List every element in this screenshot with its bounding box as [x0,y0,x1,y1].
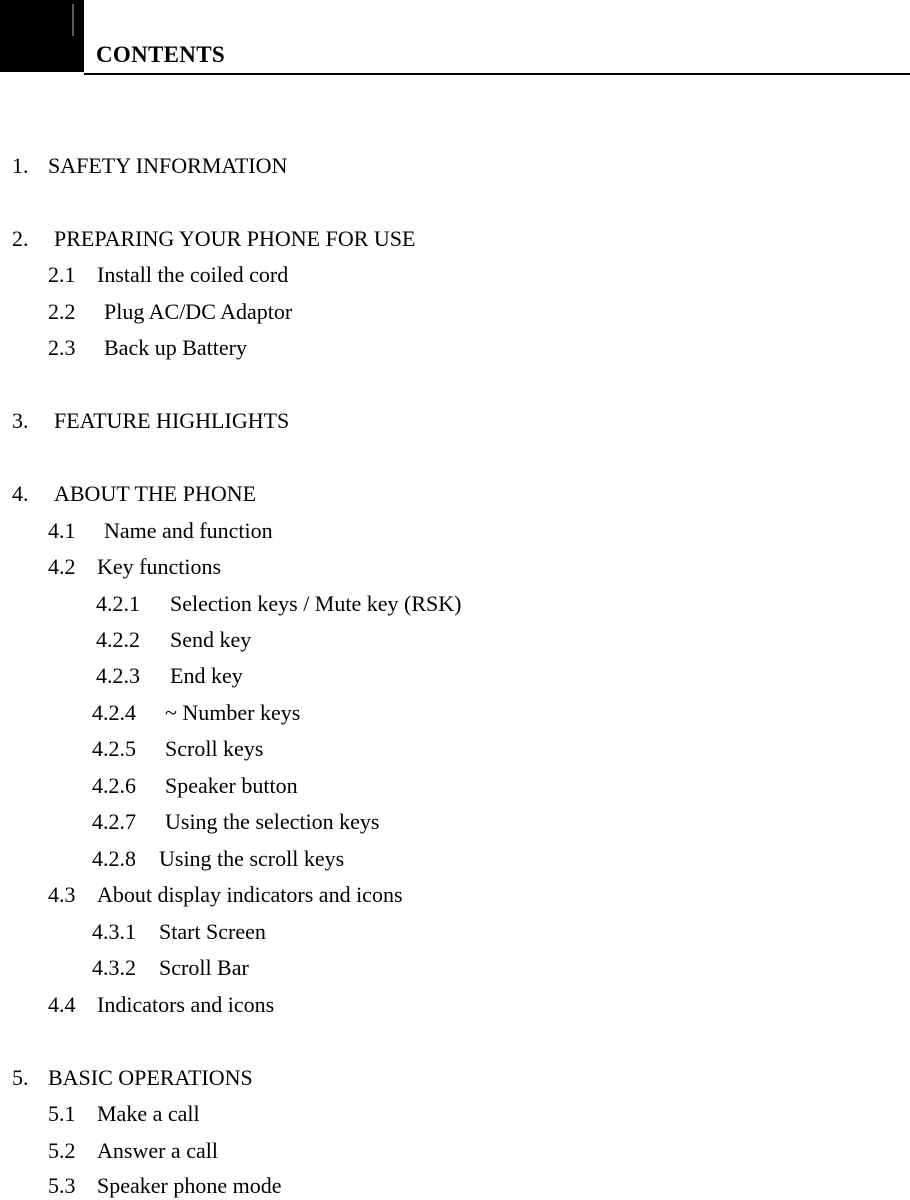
toc-title: Plug AC/DC Adaptor [104,299,293,324]
toc-number: 1. [12,153,29,178]
toc-number: 4.2.2 [96,627,140,652]
toc-title: ABOUT THE PHONE [54,481,257,506]
toc-number: 4. [12,481,29,506]
toc-title: Key functions [97,554,222,579]
toc-title: About display indicators and icons [97,882,403,907]
toc-title: Speaker phone mode [97,1173,282,1198]
toc-title: ~ Number keys [165,700,301,725]
toc-number: 3. [12,408,29,433]
toc-number: 4.2.6 [92,773,136,798]
toc-number: 5.2 [48,1138,76,1163]
toc-title: Speaker button [165,773,298,798]
toc-number: 5.3 [48,1173,76,1198]
header-divider [84,73,910,75]
toc-number: 4.2.8 [92,846,136,871]
toc-number: 4.2.7 [92,809,136,834]
toc-number: 2.2 [48,299,76,324]
toc-number: 4.1 [48,518,76,543]
toc-title: End key [170,663,243,688]
toc-number: 2. [12,226,29,251]
toc-number: 4.2.1 [96,591,140,616]
toc-number: 4.2.4 [92,700,136,725]
header-tab-mark [72,4,74,36]
toc-title: Back up Battery [104,335,247,360]
toc-number: 5. [12,1065,29,1090]
header-black-tab [0,0,84,72]
toc-number: 4.3 [48,882,76,907]
toc-title: PREPARING YOUR PHONE FOR USE [54,226,416,251]
toc-title: Indicators and icons [97,992,275,1017]
toc-number: 5.1 [48,1101,76,1126]
toc-title: Send key [170,627,252,652]
toc-title: Scroll keys [165,736,264,761]
toc-title: Make a call [97,1101,200,1126]
toc-title: BASIC OPERATIONS [48,1065,253,1090]
toc-number: 2.1 [48,262,76,287]
toc-number: 4.2.3 [96,663,140,688]
toc-title: FEATURE HIGHLIGHTS [54,408,290,433]
toc-title: Install the coiled cord [97,262,289,287]
toc-title: Using the selection keys [165,809,380,834]
toc-number: 4.3.1 [92,919,136,944]
toc-title: Scroll Bar [159,955,249,980]
toc-title: Selection keys / Mute key (RSK) [170,591,462,616]
toc-title: Answer a call [97,1138,218,1163]
toc-number: 4.2.5 [92,736,136,761]
toc-title: Using the scroll keys [159,846,345,871]
toc-title: SAFETY INFORMATION [48,153,288,178]
toc-title: Name and function [104,518,273,543]
toc-number: 4.3.2 [92,955,136,980]
toc-number: 2.3 [48,335,76,360]
toc-number: 4.2 [48,554,76,579]
toc-title: Start Screen [159,919,266,944]
toc-number: 4.4 [48,992,76,1017]
page-title: CONTENTS [96,42,225,67]
